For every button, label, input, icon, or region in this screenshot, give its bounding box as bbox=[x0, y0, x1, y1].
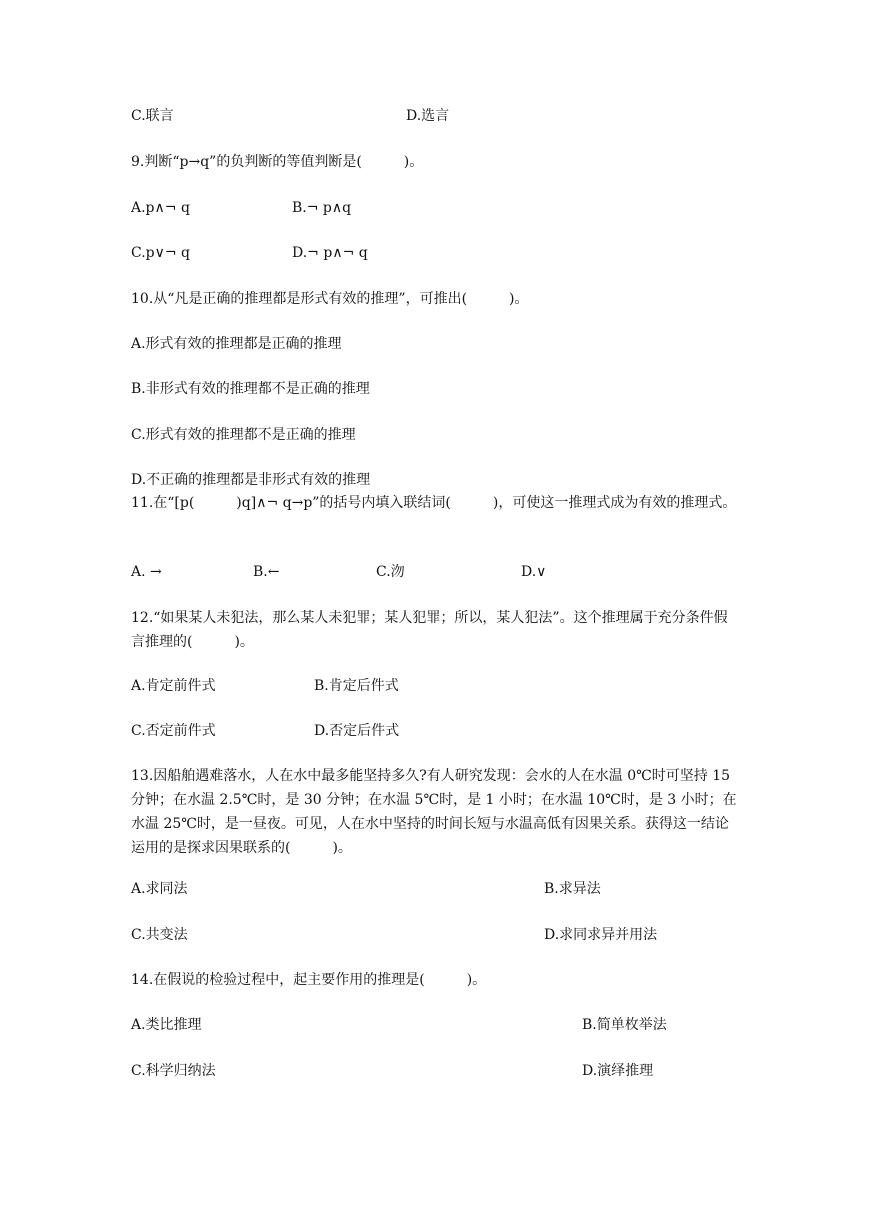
q13-option-b: B.求异法 bbox=[544, 881, 601, 897]
q9-option-a: A.p∧¬ q bbox=[131, 200, 190, 216]
q11-option-c: C.沕 bbox=[376, 564, 405, 580]
q10-option-b: B.非形式有效的推理都不是正确的推理 bbox=[131, 381, 370, 397]
q9-option-d: D.¬ p∧¬ q bbox=[292, 245, 368, 261]
q12-option-b: B.肯定后件式 bbox=[314, 678, 399, 694]
q13-option-c: C.共变法 bbox=[131, 927, 188, 943]
q14-option-a: A.类比推理 bbox=[131, 1017, 202, 1033]
q14-stem: 14.在假说的检验过程中，起主要作用的推理是( )。 bbox=[131, 972, 487, 988]
q11-option-a: A. → bbox=[131, 564, 162, 580]
q10-option-a: A.形式有效的推理都是正确的推理 bbox=[131, 336, 342, 352]
q9-option-b: B.¬ p∧q bbox=[292, 200, 352, 216]
q8-option-d: D.选言 bbox=[406, 108, 450, 124]
q13-option-a: A.求同法 bbox=[131, 881, 188, 897]
q14-option-c: C.科学归纳法 bbox=[131, 1063, 216, 1079]
q10-option-d: D.不正确的推理都是非形式有效的推理 bbox=[131, 472, 371, 488]
q9-option-c: C.p∨¬ q bbox=[131, 245, 191, 261]
q12-option-c: C.否定前件式 bbox=[131, 723, 216, 739]
q11-stem: 11.在“[p( )q]∧¬ q→p”的括号内填入联结词( )，可使这一推理式成为有效的推理式。 bbox=[131, 495, 737, 511]
q9-stem: 9.判断“p→q”的负判断的等值判断是( )。 bbox=[131, 154, 424, 170]
q11-option-b: B.← bbox=[253, 564, 280, 580]
q14-option-d: D.演绎推理 bbox=[582, 1063, 654, 1079]
q12-stem: 12.“如果某人未犯法，那么某人未犯罪；某人犯罪；所以，某人犯法”。这个推理属于充分条件假言推理的( )。 bbox=[131, 610, 728, 650]
q13-stem: 13.因船舶遇难落水，人在水中最多能坚持多久?有人研究发现：会水的人在水温 0℃时可坚持 15 分钟；在水温 2.5℃时，是 30 分钟；在水温 5℃时，是 1 小时；在水温 10℃时，是 3 小时；在水温 25℃时，是一昼夜。可见，人在水中坚持的时间长短与水温高低有因果关系。获得这一结论运用的是探求因果联系的( )。 bbox=[131, 768, 737, 856]
q12-option-d: D.否定后件式 bbox=[314, 723, 400, 739]
q11-option-d: D.∨ bbox=[521, 564, 547, 580]
q8-option-c: C.联言 bbox=[131, 108, 174, 124]
q10-stem: 10.从“凡是正确的推理都是形式有效的推理”，可推出( )。 bbox=[131, 291, 529, 307]
q12-option-a: A.肯定前件式 bbox=[131, 678, 216, 694]
q13-option-d: D.求同求异并用法 bbox=[544, 927, 658, 943]
q14-option-b: B.简单枚举法 bbox=[582, 1017, 667, 1033]
q10-option-c: C.形式有效的推理都不是正确的推理 bbox=[131, 427, 356, 443]
